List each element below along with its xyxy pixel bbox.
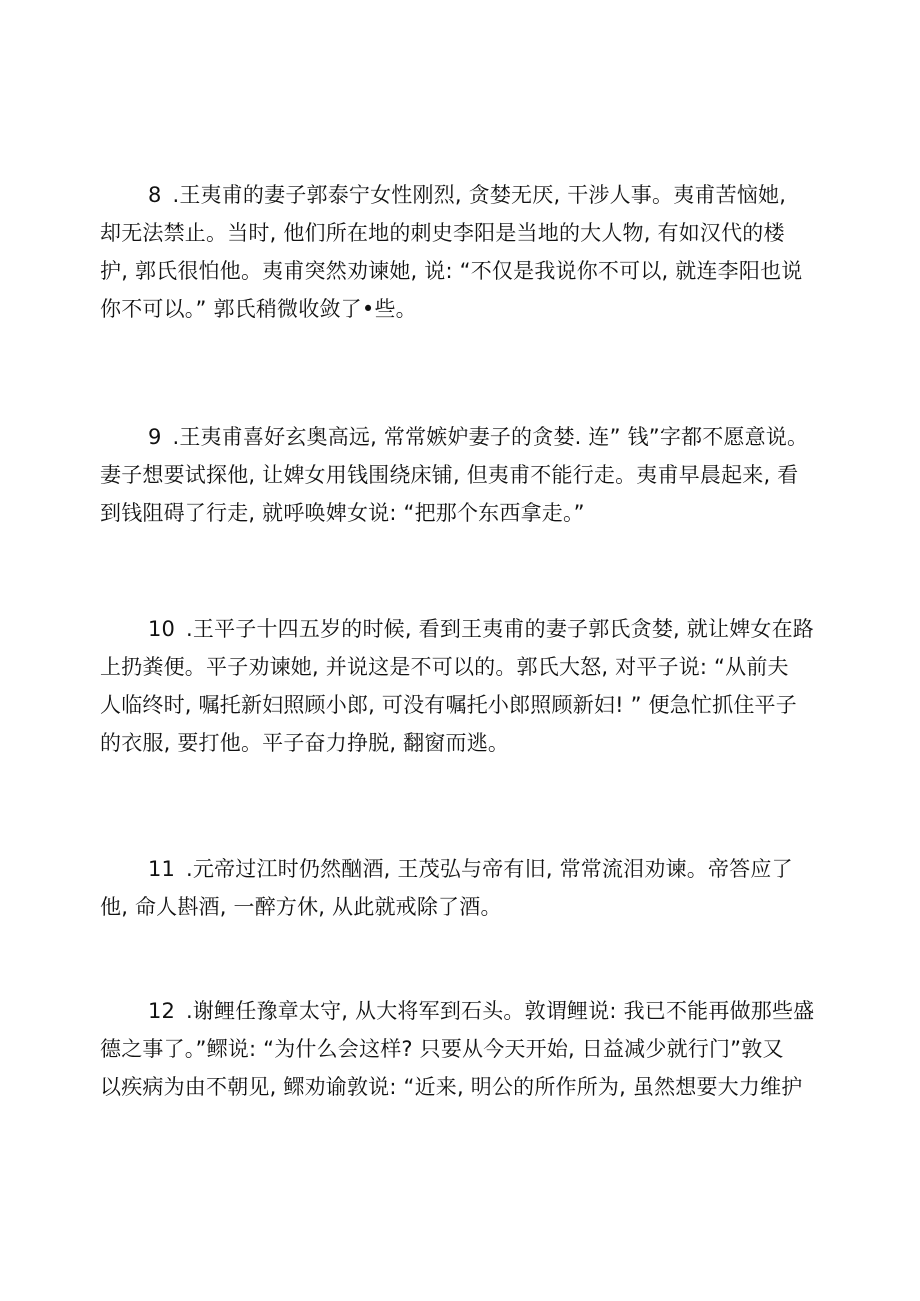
line-text: .王夷甫的妻子郭泰宁女性刚烈, 贪婪无厌, 干涉人事。夷甫苦恼她,	[165, 183, 787, 207]
paragraph-10	[100, 610, 830, 762]
paragraph-line: 妻子想要试探他, 让婢女用钱围绕床铺, 但夷甫不能行走。夷甫早晨起来, 看	[100, 463, 799, 487]
paragraph-number: 12	[148, 999, 176, 1023]
paragraph-number: 10	[148, 617, 176, 641]
paragraph-line	[100, 418, 830, 456]
paragraph-number: 9	[148, 425, 162, 449]
paragraph-line	[100, 850, 830, 888]
paragraph-line: 护, 郭氏很怕他。夷甫突然劝谏她, 说: “不仅是我说你不可以, 就连李阳也说	[100, 259, 803, 283]
line-text: .元帝过江时仍然酗酒, 王茂弘与帝有旧, 常常流泪劝谏。帝答应了	[179, 857, 793, 881]
paragraph-line: 上扔粪便。平子劝谏她, 并说这是不可以的。郭氏大怒, 对平子说: “从前夫	[100, 655, 789, 679]
paragraph-line: 你不可以。” 郭氏稍微收敛了•些。	[100, 297, 417, 321]
paragraph-number: 11	[148, 857, 176, 881]
paragraph-line: 人临终时, 嘱托新妇照顾小郎, 可没有嘱托小郎照顾新妇! ” 便急忙抓住平子	[100, 693, 797, 717]
paragraph-number: 8	[148, 183, 162, 207]
paragraph-12	[100, 992, 830, 1106]
paragraph-line	[100, 176, 830, 214]
line-text: .谢鲤任豫章太守, 从大将军到石头。敦谓鲤说: 我已不能再做那些盛	[179, 999, 815, 1023]
line-text: .王夷甫喜好玄奥高远, 常常嫉妒妻子的贪婪. 连” 钱”字都不愿意说。	[165, 425, 809, 449]
paragraph-line: 却无法禁止。当时, 他们所在地的刺史李阳是当地的大人物, 有如汉代的楼	[100, 221, 785, 245]
paragraph-line: 德之事了。”鳏说: “为什么会这样? 只要从今天开始, 日益减少就行门”敦又	[100, 1037, 784, 1061]
line-text: .王平子十四五岁的时候, 看到王夷甫的妻子郭氏贪婪, 就让婢女在路	[179, 617, 814, 641]
paragraph-line: 到钱阻碍了行走, 就呼唤婢女说: “把那个东西拿走。”	[100, 501, 585, 525]
paragraph-line: 他, 命人斟酒, 一醉方休, 从此就戒除了酒。	[100, 895, 502, 919]
paragraph-line	[100, 610, 830, 648]
paragraph-line: 的衣服, 要打他。平子奋力挣脱, 翻窗而逃。	[100, 731, 510, 755]
paragraph-line: 以疾病为由不朝见, 鳏劝谕敦说: “近来, 明公的所作所为, 虽然想要大力维护	[100, 1075, 803, 1099]
paragraph-11	[100, 850, 830, 926]
paragraph-8	[100, 176, 830, 328]
paragraph-line	[100, 992, 830, 1030]
paragraph-9	[100, 418, 830, 532]
